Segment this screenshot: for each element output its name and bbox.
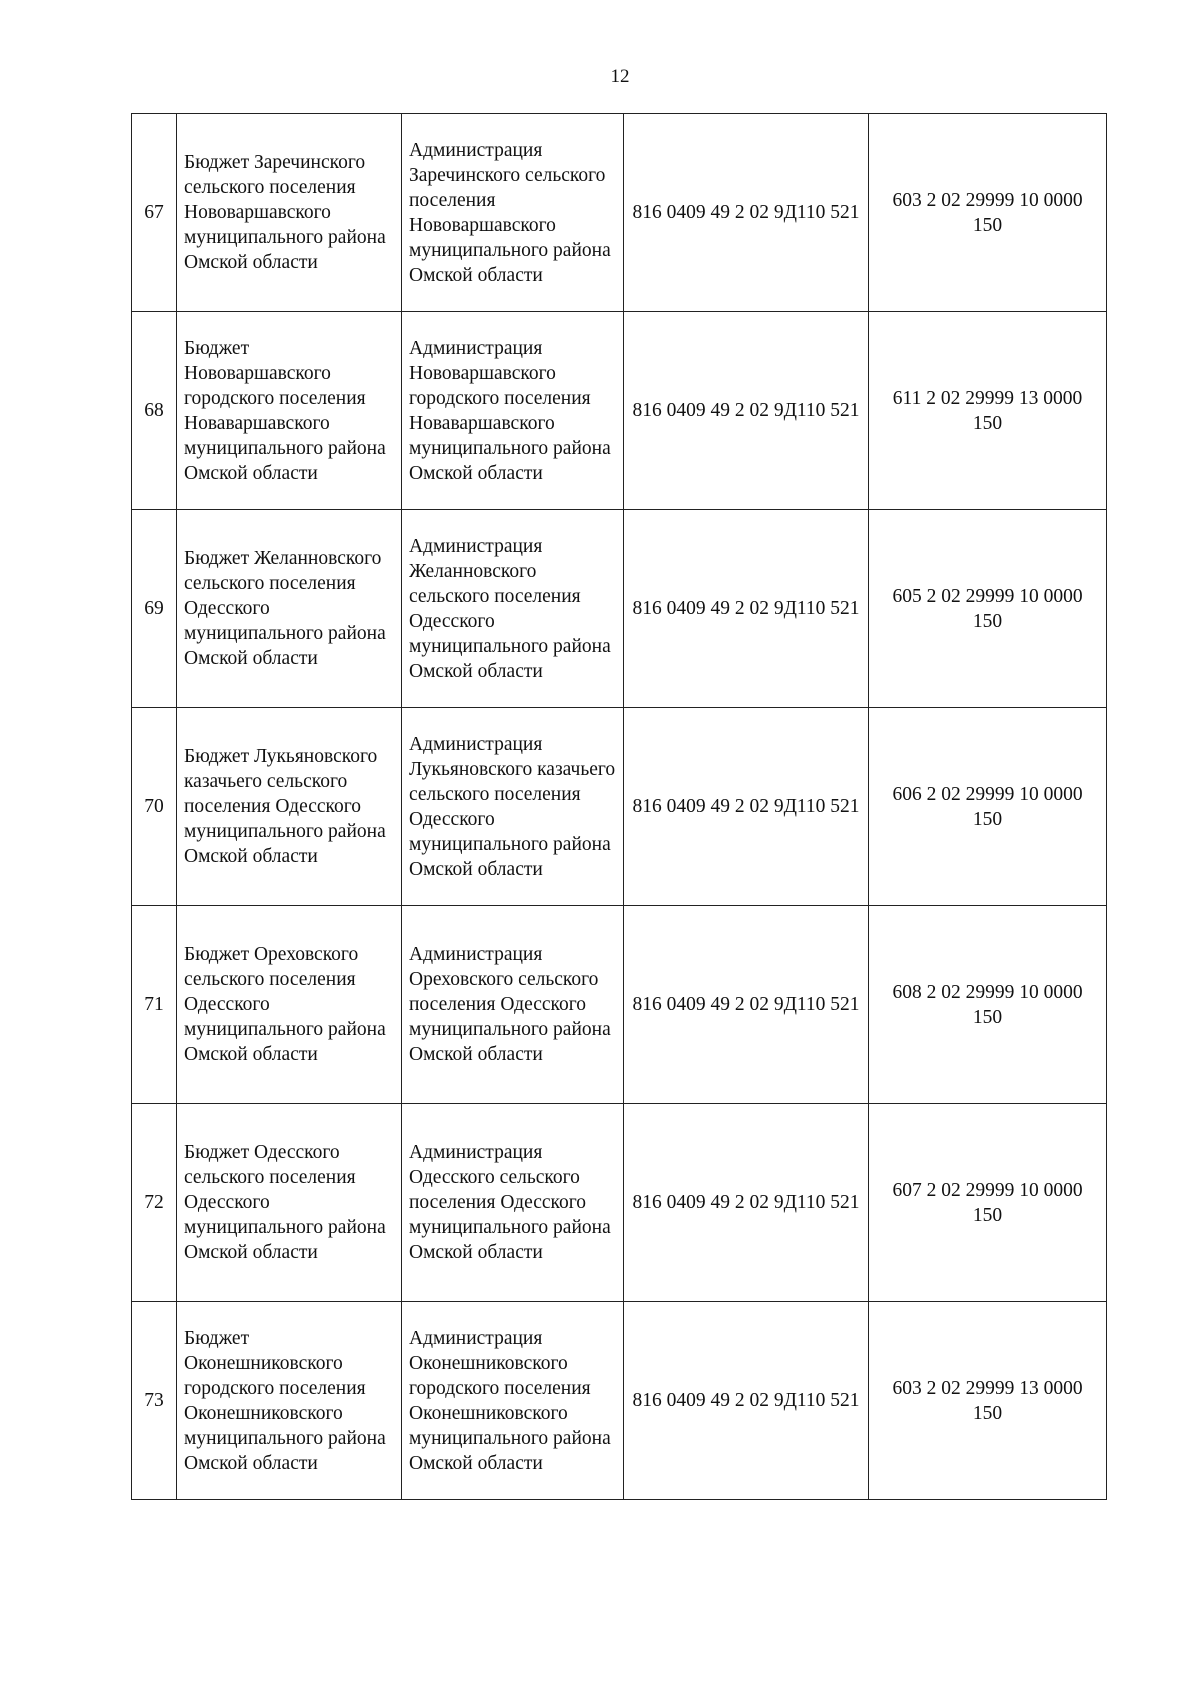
- budget-name: Бюджет Лукьяновского казачьего сельского поселения Одесского муниципального района Омской области: [177, 708, 402, 906]
- administrator-name: Администрация Одесского сельского поселения Одесского муниципального района Омской области: [402, 1104, 624, 1302]
- table-row: [132, 510, 1107, 708]
- table-row: [132, 1302, 1107, 1500]
- row-number: 68: [132, 312, 177, 510]
- row-number: 69: [132, 510, 177, 708]
- administrator-name: Администрация Ореховского сельского поселения Одесского муниципального района Омской области: [402, 906, 624, 1104]
- expense-code: 816 0409 49 2 02 9Д110 521: [624, 312, 869, 510]
- table-row: [132, 312, 1107, 510]
- administrator-name: Администрация Желанновского сельского поселения Одесского муниципального района Омской области: [402, 510, 624, 708]
- table-row: [132, 708, 1107, 906]
- administrator-name: Администрация Лукьяновского казачьего сельского поселения Одесского муниципального района Омской области: [402, 708, 624, 906]
- administrator-name: Администрация Заречинского сельского поселения Нововаршавского муниципального района Омской области: [402, 114, 624, 312]
- expense-code: 816 0409 49 2 02 9Д110 521: [624, 1302, 869, 1500]
- row-number: 73: [132, 1302, 177, 1500]
- revenue-code: 603 2 02 29999 13 0000 150: [869, 1302, 1107, 1500]
- budget-name: Бюджет Оконешниковского городского поселения Оконешниковского муниципального района Омской области: [177, 1302, 402, 1500]
- row-number: 67: [132, 114, 177, 312]
- budget-name: Бюджет Желанновского сельского поселения Одесского муниципального района Омской области: [177, 510, 402, 708]
- budget-name: Бюджет Заречинского сельского поселения Нововаршавского муниципального района Омской области: [177, 114, 402, 312]
- expense-code: 816 0409 49 2 02 9Д110 521: [624, 906, 869, 1104]
- budget-table: [131, 113, 1107, 1500]
- revenue-code: 605 2 02 29999 10 0000 150: [869, 510, 1107, 708]
- revenue-code: 603 2 02 29999 10 0000 150: [869, 114, 1107, 312]
- administrator-name: Администрация Нововаршавского городского поселения Новаваршавского муниципального района Омской области: [402, 312, 624, 510]
- table-row: [132, 114, 1107, 312]
- row-number: 70: [132, 708, 177, 906]
- page-number: 12: [610, 66, 630, 87]
- budget-name: Бюджет Нововаршавского городского поселения Новаваршавского муниципального района Омской области: [177, 312, 402, 510]
- expense-code: 816 0409 49 2 02 9Д110 521: [624, 114, 869, 312]
- row-number: 72: [132, 1104, 177, 1302]
- table-row: [132, 1104, 1107, 1302]
- revenue-code: 611 2 02 29999 13 0000 150: [869, 312, 1107, 510]
- expense-code: 816 0409 49 2 02 9Д110 521: [624, 510, 869, 708]
- budget-name: Бюджет Ореховского сельского поселения Одесского муниципального района Омской области: [177, 906, 402, 1104]
- revenue-code: 607 2 02 29999 10 0000 150: [869, 1104, 1107, 1302]
- expense-code: 816 0409 49 2 02 9Д110 521: [624, 1104, 869, 1302]
- revenue-code: 606 2 02 29999 10 0000 150: [869, 708, 1107, 906]
- budget-name: Бюджет Одесского сельского поселения Одесского муниципального района Омской области: [177, 1104, 402, 1302]
- row-number: 71: [132, 906, 177, 1104]
- administrator-name: Администрация Оконешниковского городского поселения Оконешниковского муниципального района Омской области: [402, 1302, 624, 1500]
- table-row: [132, 906, 1107, 1104]
- expense-code: 816 0409 49 2 02 9Д110 521: [624, 708, 869, 906]
- revenue-code: 608 2 02 29999 10 0000 150: [869, 906, 1107, 1104]
